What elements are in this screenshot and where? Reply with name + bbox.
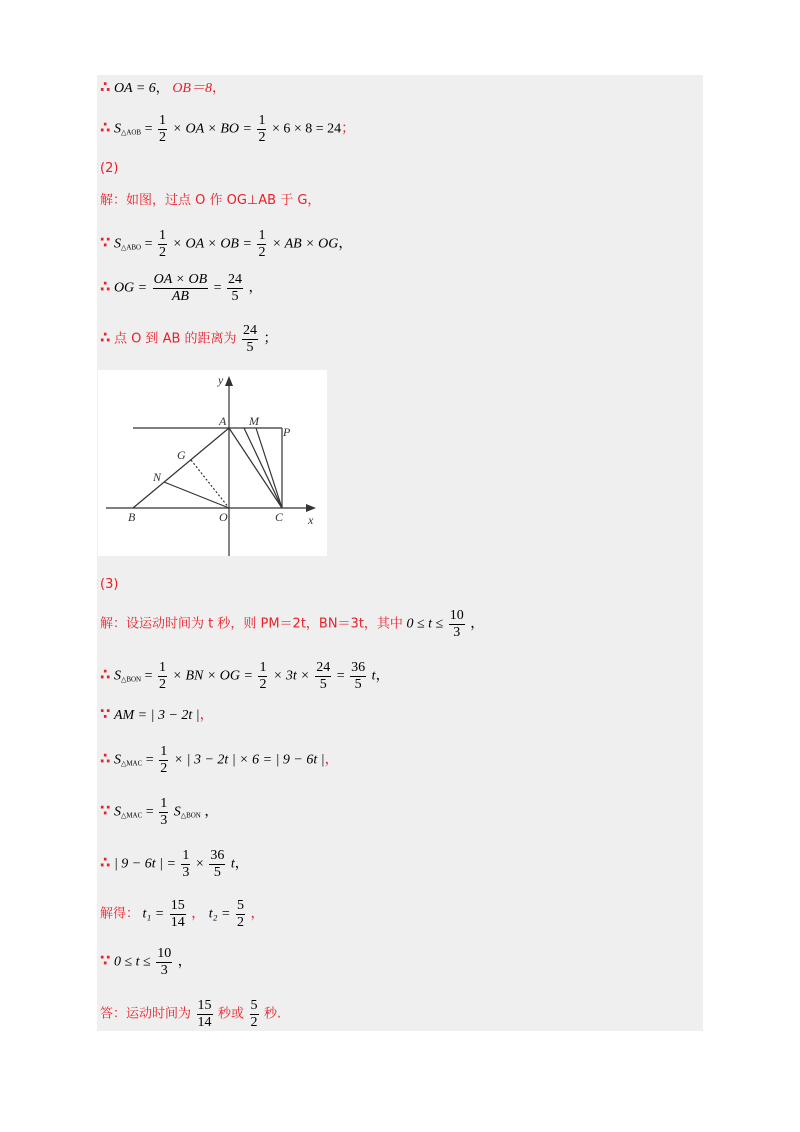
part-label: (3) (100, 577, 119, 592)
punct: ， (375, 668, 390, 684)
area-symbol: S (113, 668, 121, 684)
numerator: 1 (160, 796, 168, 811)
fraction (315, 660, 331, 693)
line-area-bon (100, 660, 390, 693)
line-area-ratio (100, 796, 218, 829)
geometry-diagram (98, 370, 327, 556)
line-setup (100, 608, 484, 641)
denominator: 3 (160, 963, 168, 978)
fraction (158, 113, 167, 146)
denominator: 2 (159, 245, 167, 260)
fraction (257, 228, 266, 261)
therefore-symbol: ∴ (100, 749, 111, 768)
numerator: 1 (258, 228, 266, 243)
expr: × OA × OB = (172, 236, 252, 252)
denominator: 2 (160, 761, 168, 776)
fraction (258, 660, 267, 693)
numerator: 36 (210, 848, 225, 863)
fraction (242, 323, 258, 356)
punct: ， (324, 752, 339, 768)
because-symbol: ∵ (100, 801, 111, 820)
fraction (257, 113, 266, 146)
expr: t (230, 856, 235, 872)
line-mc (256, 428, 282, 508)
numerator: 10 (449, 608, 464, 623)
numerator: 15 (197, 998, 212, 1013)
denominator: 5 (354, 677, 362, 692)
denominator: 5 (213, 865, 221, 880)
line-range (100, 946, 192, 979)
denominator: 2 (258, 130, 266, 145)
denominator: 3 (182, 865, 190, 880)
expr: × OA × BO = (172, 121, 252, 137)
therefore-symbol: ∴ (100, 328, 111, 347)
line-ac (229, 428, 282, 508)
line-area-aob (100, 113, 355, 146)
fraction (159, 796, 168, 829)
expr: × 3t × (272, 668, 310, 684)
label-y: y (218, 373, 224, 387)
area-subscript: △BON (180, 811, 201, 820)
expr: × | 3 − 2t | × 6 = | 9 − 6t | (173, 752, 325, 768)
label-o: O (219, 510, 228, 524)
punct: ， (191, 906, 206, 922)
x-arrow (306, 504, 316, 512)
denominator: 2 (258, 245, 266, 260)
punct: ； (341, 121, 356, 137)
area-symbol: S (173, 804, 181, 820)
label-b: B (128, 510, 136, 524)
denominator: 3 (160, 813, 168, 828)
line-solutions (100, 898, 264, 931)
therefore-symbol: ∴ (100, 78, 111, 96)
numerator: 10 (157, 946, 172, 961)
fraction (181, 848, 190, 881)
area-subscript: △AOB (120, 128, 142, 137)
numerator: OA × OB (153, 272, 208, 287)
fraction (158, 228, 167, 261)
expr: × 6 × 8 = 24 (271, 121, 342, 137)
part-label: (2) (100, 161, 119, 176)
denominator: 2 (159, 130, 167, 145)
numerator: 5 (250, 998, 258, 1013)
y-arrow (225, 376, 233, 386)
line-ab (133, 428, 229, 508)
denominator: 5 (231, 289, 239, 304)
line-am (100, 707, 214, 723)
area-symbol: S (113, 752, 121, 768)
numerator: 1 (159, 228, 167, 243)
denominator: 2 (250, 1015, 258, 1030)
equals: = (144, 236, 153, 252)
punct: ， (211, 81, 226, 96)
fraction (156, 946, 172, 979)
denominator: 2 (236, 915, 244, 930)
geometry-figure (98, 370, 327, 556)
denominator: AB (171, 289, 189, 304)
punct: ； (263, 331, 278, 347)
denominator: 2 (159, 677, 167, 692)
equals: = (144, 121, 157, 137)
therefore-symbol: ∴ (100, 853, 111, 872)
punct: ， (250, 906, 265, 922)
line-oa-ob (100, 80, 226, 96)
line-mc2 (244, 428, 282, 508)
punct: ， (177, 954, 192, 970)
expr: t (371, 668, 376, 684)
line-distance (100, 323, 278, 356)
denominator: 2 (259, 677, 267, 692)
or-text: 秒或 (218, 1006, 245, 1022)
inequality: 0 ≤ t ≤ (406, 616, 444, 632)
line-area-abo (100, 228, 352, 261)
fraction (236, 898, 245, 931)
numerator: 1 (258, 113, 266, 128)
denominator: 3 (453, 625, 461, 640)
area-subscript: △MAC (120, 811, 143, 820)
area-symbol: S (113, 236, 121, 252)
fraction (227, 272, 243, 305)
area-symbol: S (113, 804, 121, 820)
times: × (195, 856, 204, 872)
construct-text: 解：如图，过点 O 作 OG⊥AB 于 G， (100, 193, 321, 208)
punct: ， (338, 236, 353, 252)
t2: t₂ = (208, 906, 231, 922)
numerator: 5 (236, 898, 244, 913)
numerator: 24 (316, 660, 331, 675)
fraction (250, 998, 259, 1031)
fraction (153, 272, 209, 305)
eq-ob: OB＝8 (172, 81, 212, 96)
line-answer (100, 998, 281, 1031)
part-2-label (100, 162, 118, 176)
expr: × AB × OG (271, 236, 339, 252)
equals: = (213, 280, 222, 296)
denominator: 14 (170, 915, 185, 930)
eq-oa: OA = 6 (113, 81, 156, 96)
numerator: 1 (182, 848, 190, 863)
equals: = (145, 804, 154, 820)
label-g: G (177, 448, 186, 462)
numerator: 1 (159, 113, 167, 128)
denominator: 5 (246, 340, 254, 355)
label-c: C (275, 510, 284, 524)
therefore-symbol: ∴ (100, 665, 111, 684)
seconds-text: 秒. (264, 1006, 282, 1022)
equals: = (336, 668, 345, 684)
line-og (100, 272, 263, 305)
fraction (209, 848, 225, 881)
area-subscript: △BON (120, 675, 142, 684)
denominator: 14 (197, 1015, 212, 1030)
expr: × BN × OG = (172, 668, 253, 684)
label-x: x (308, 513, 314, 527)
numerator: 1 (160, 744, 168, 759)
expr: AM = | 3 − 2t | (113, 708, 200, 723)
answer-text: 答：运动时间为 (100, 1006, 192, 1022)
numerator: 1 (159, 660, 167, 675)
denominator: 5 (319, 677, 327, 692)
fraction (197, 998, 213, 1031)
numerator: 1 (259, 660, 267, 675)
punct: ， (470, 616, 485, 632)
line-area-mac (100, 744, 339, 777)
t1: t₁ = (142, 906, 165, 922)
label-p: P (283, 425, 291, 439)
punct: ， (248, 280, 263, 296)
distance-text: 点 O 到 AB 的距离为 (113, 331, 237, 347)
numerator: 24 (228, 272, 243, 287)
numerator: 36 (351, 660, 366, 675)
because-symbol: ∵ (100, 951, 111, 970)
because-symbol: ∵ (100, 705, 111, 723)
part-3-label (100, 578, 118, 592)
fraction (158, 660, 167, 693)
punct: ， (199, 708, 214, 723)
line-equation (100, 848, 249, 881)
line-construct (100, 194, 320, 208)
equals: = (145, 752, 154, 768)
fraction (449, 608, 465, 641)
area-subscript: △ABO (120, 243, 142, 252)
label-m: M (249, 414, 259, 428)
therefore-symbol: ∴ (100, 118, 111, 137)
inequality: 0 ≤ t ≤ (113, 954, 151, 970)
punct: ， (234, 856, 249, 872)
fraction (159, 744, 168, 777)
fraction (170, 898, 186, 931)
area-subscript: △MAC (120, 759, 143, 768)
because-symbol: ∵ (100, 233, 111, 252)
expr: OG = (113, 280, 148, 296)
expr: | 9 − 6t | = (113, 856, 176, 872)
label-n: N (153, 470, 162, 484)
numerator: 15 (170, 898, 185, 913)
label-a: A (219, 414, 227, 428)
setup-text: 解：设运动时间为 t 秒，则 PM＝2t，BN＝3t，其中 (100, 616, 403, 632)
punct: ， (204, 804, 219, 820)
therefore-symbol: ∴ (100, 277, 111, 296)
sep: ， (155, 81, 169, 96)
equals: = (144, 668, 153, 684)
solve-text: 解得： (100, 906, 140, 922)
area-symbol: S (113, 121, 121, 137)
numerator: 24 (243, 323, 258, 338)
fraction (350, 660, 366, 693)
